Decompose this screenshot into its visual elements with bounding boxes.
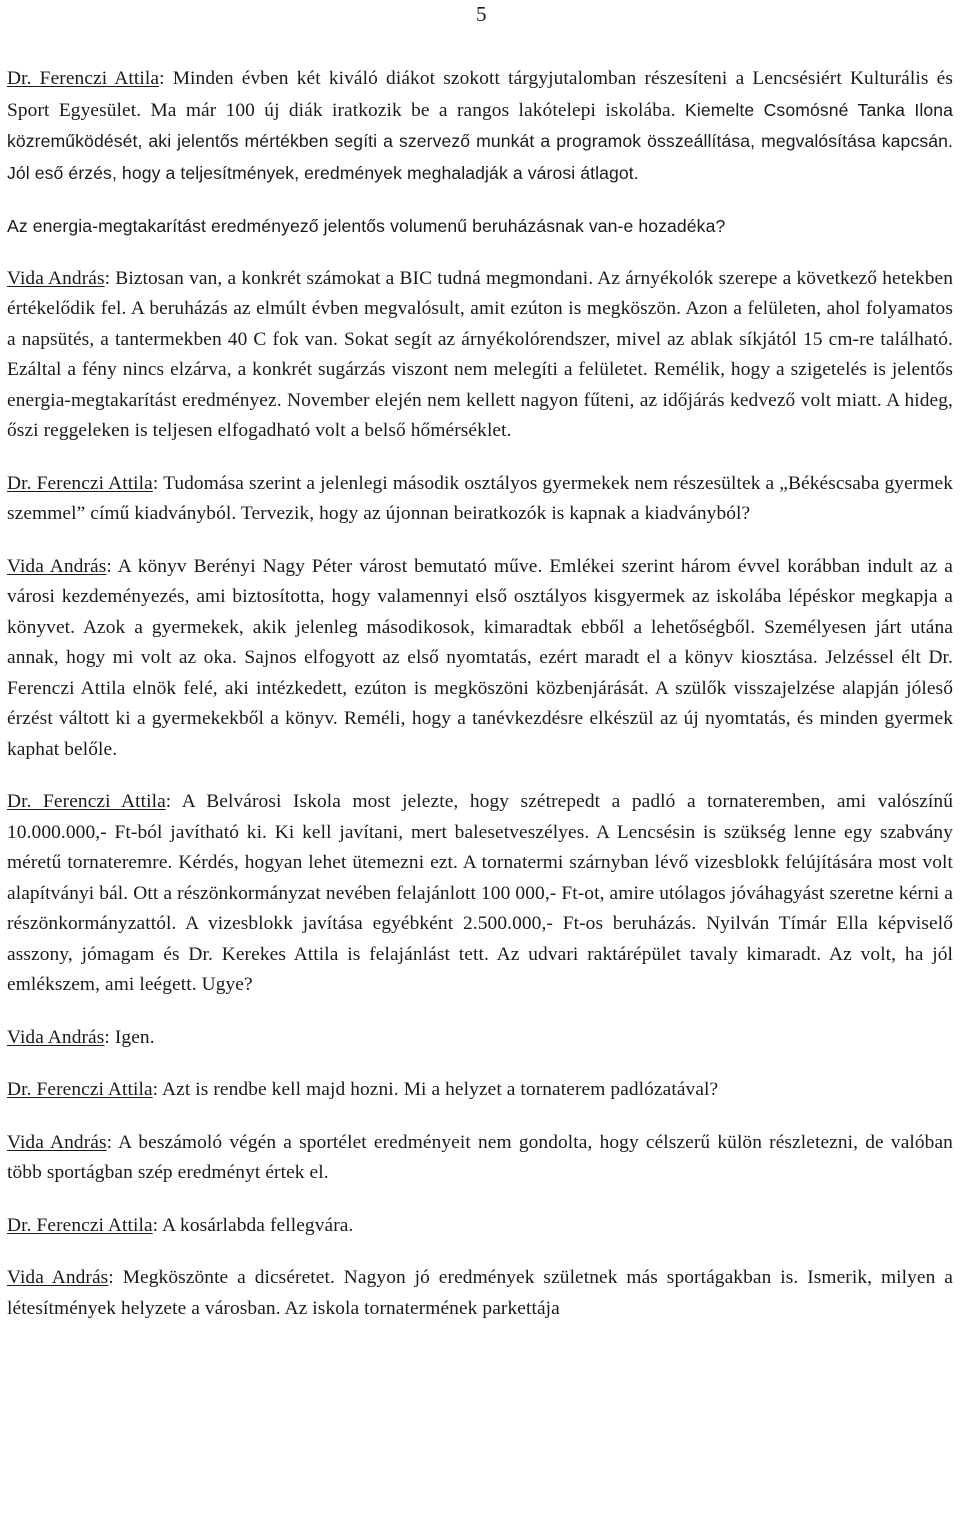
speaker-name: Vida András [7,1131,107,1153]
paragraph-3: Vida András: Biztosan van, a konkrét számokat a BIC tudná megmondani. Az árnyékolók szerepe a következő hetekben értékelődik fel. A beruházás az elmúlt évben megvalósult, amit ezúton is megköszön. Azon a felületen, ahol folyamatos a napsütés, a tantermekben 40 C fok van. Sokat segít az árnyékolórendszer, mivel az ablak síkjától 15 cm-re található. Ezáltal a fény nincs elzárva, a konkrét sugárzás viszont nem melegíti a felületet. Remélik, hogy a szigetelés is jelentős energia-megtakarítást eredményez. November elején nem kellett nagyon fűteni, az időjárás kedvező volt miatt. A hideg, őszi reggeleken is teljesen elfogadható volt a belső hőmérséklet. [7,267,953,441]
paragraph-5: Vida András: A könyv Berényi Nagy Péter várost bemutató műve. Emlékei szerint három évvel korábban indult az a városi kezdeményezés, ami biztosította, hogy valamennyi első osztályos kisgyermek az iskolába lépéskor megkapja a könyvet. Azok a gyermekek, akik jelenleg másodikosok, kimaradtak ebből a lehetőségből. Személyesen járt utána annak, hogy mi volt az oka. Sajnos elfogyott az első nyomtatás, ezért maradt el a könyv kiosztása. Jelzéssel élt Dr. Ferenczi Attila elnök felé, aki intézkedett, ezúton is megköszöni közbenjárását. A szülők visszajelzése alapján jóleső érzést váltott ki a gyermekekből a könyv. Reméli, hogy a tanévkezdésre elkészül az új nyomtatás, és minden gyermek kaphat belőle. [7,555,953,760]
paragraph-11: Vida András: Megköszönte a dicséretet. Nagyon jó eredmények születnek más sportágakban is. Ismerik, milyen a létesítmények helyzete a városban. Az iskola tornatermének parkettája [7,1267,953,1319]
paragraph-4: Dr. Ferenczi Attila: Tudomása szerint a jelenlegi második osztályos gyermekek nem részesültek a „Békéscsaba gyermek szemmel” című kiadványból. Tervezik, hogy az újonnan beiratkozók is kapnak a kiadványból? [7,472,954,524]
speaker-name: Dr. Ferenczi Attila [7,1214,153,1236]
paragraph-9: Vida András: A beszámoló végén a sportélet eredményeit nem gondolta, hogy célszerű külön részletezni, de valóban több sportágban szép eredményt értek el. [7,1131,953,1183]
paragraph-1: Dr. Ferenczi Attila: Minden évben két kiváló diákot szokott tárgyjutalomban részesíteni a Lencsésiért Kulturális és Sport Egyesület. Ma már 100 új diák iratkozik be a rangos lakótelepi iskolába. Kiemelte Csomósné Tanka Ilona közreműködését, aki jelentős mértékben segíti a szervező munkát a programok összeállítása, megvalósítása kapcsán. Jól eső érzés, hogy a teljesítmények, eredmények meghaladják a városi átlagot. [7,68,954,183]
speaker-name: Vida András [7,1026,105,1048]
paragraph-2 [7,211,953,242]
paragraph-text: A könyv Berényi Nagy Péter várost bemutató műve. Emlékei szerint három évvel korábban indult az a városi kezdeményezés, ami biztosította, hogy valamennyi első osztályos kisgyermek az iskolába lépéskor megkapja a könyvet. Azok a gyermekek, akik jelenleg másodikosok, kimaradtak ebből a lehetőségből. Személyesen járt utána annak, hogy mi volt az oka. Sajnos elfogyott az első nyomtatás, ezért maradt el a könyv kiosztása. Jelzéssel élt Dr. Ferenczi Attila elnök felé, aki intézkedett, ezúton is megköszöni közbenjárását. A szülők visszajelzése alapján jóleső érzést váltott ki a gyermekekből a könyv. Reméli, hogy a tanévkezdésre elkészül az új nyomtatás, és minden gyermek kaphat belőle. [7,555,953,760]
paragraph-8: Dr. Ferenczi Attila: Azt is rendbe kell majd hozni. Mi a helyzet a tornaterem padlózatával? [7,1079,719,1100]
paragraph-text: Megköszönte a dicséretet. Nagyon jó eredmények születnek más sportágakban is. Ismerik, milyen a létesítmények helyzete a városban. Az iskola tornatermének parkettája [7,1267,953,1319]
paragraph-text: Az energia-megtakarítást eredményező jelentős volumenű beruházásnak van-e hozadéka? [7,216,726,236]
paragraph-7: Vida András: Igen. [7,1026,155,1048]
document-body [7,64,953,1346]
speaker-name: Vida András [7,267,105,289]
speaker-name: Dr. Ferenczi Attila [7,1079,153,1100]
paragraph-text: Azt is rendbe kell majd hozni. Mi a helyzet a tornaterem padlózatával? [162,1079,719,1100]
paragraph-text: Igen. [114,1026,155,1048]
paragraph-text: Biztosan van, a konkrét számokat a BIC tudná megmondani. Az árnyékolók szerepe a következő hetekben értékelődik fel. A beruházás az elmúlt évben megvalósult, amit ezúton is megköszön. Azon a felületen, ahol folyamatos a napsütés, a tantermekben 40 C fok van. Sokat segít az árnyékolórendszer, mivel az ablak síkjától 15 cm-re található. Ezáltal a fény nincs elzárva, a konkrét sugárzás viszont nem melegíti a felületet. Remélik, hogy a szigetelés is jelentős energia-megtakarítást eredményez. November elején nem kellett nagyon fűteni, az időjárás kedvező volt miatt. A hideg, őszi reggeleken is teljesen elfogadható volt a belső hőmérséklet. [7,267,953,441]
paragraph-text-sans: Kiemelte Csomósné Tanka Ilona közreműködését, aki jelentős mértékben segíti a szervező munkát a programok összeállítása, megvalósítása kapcsán. Jól eső érzés, hogy a teljesítmények, eredmények meghaladják a városi átlagot. [7,99,954,183]
speaker-name: Dr. Ferenczi Attila [7,791,166,812]
speaker-name: Vida András [7,555,107,577]
paragraph-text: Tudomása szerint a jelenlegi második osztályos gyermekek nem részesültek a „Békéscsaba gyermek szemmel” című kiadványból. Tervezik, hogy az újonnan beiratkozók is kapnak a kiadványból? [7,472,954,524]
speaker-name: Vida András [7,1267,109,1288]
paragraph-text: A beszámoló végén a sportélet eredményeit nem gondolta, hogy célszerű külön részletezni, de valóban több sportágban szép eredményt értek el. [7,1131,953,1183]
page-number: 5 [476,2,487,26]
paragraph-text: Minden évben két kiváló diákot szokott tárgyjutalomban részesíteni a Lencsésiért Kulturális és Sport Egyesület. Ma már 100 új diák iratkozik be a rangos lakótelepi iskolába. [7,68,953,121]
paragraph-10: Dr. Ferenczi Attila: A kosárlabda fellegvára. [7,1214,354,1236]
speaker-name: Dr. Ferenczi Attila [7,472,153,494]
paragraph-text: A kosárlabda fellegvára. [162,1214,354,1236]
paragraph-text: A Belvárosi Iskola most jelezte, hogy szétrepedt a padló a tornateremben, ami valószínű 10.000.000,- Ft-ból javítható ki. Ki kell javítani, mert balesetveszélyes. A Lencsésin is szükség lenne egy szabvány méretű tornateremre. Kérdés, hogyan lehet ütemezni ezt. A tornatermi szárnyban lévő vizesblokk felújítására most volt alapítványi bál. Ott a részönkormányzat nevében felajánlott 100 000,- Ft-ot, amire utólagos jóváhagyást szeretne kérni a részönkormányzattól. A vizesblokk javítása egyébként 2.500.000,- Ft-os beruházás. Nyilván Tímár Ella képviselő asszony, jómagam és Dr. Kerekes Attila is felajánlást tett. Az udvari raktárépület tavaly kimaradt. Az volt, ha jól emlékszem, ami leégett. Ugye? [7,791,953,995]
paragraph-6: Dr. Ferenczi Attila: A Belvárosi Iskola most jelezte, hogy szétrepedt a padló a tornateremben, ami valószínű 10.000.000,- Ft-ból javítható ki. Ki kell javítani, mert balesetveszélyes. A Lencsésin is szükség lenne egy szabvány méretű tornateremre. Kérdés, hogyan lehet ütemezni ezt. A tornatermi szárnyban lévő vizesblokk felújítására most volt alapítványi bál. Ott a részönkormányzat nevében felajánlott 100 000,- Ft-ot, amire utólagos jóváhagyást szeretne kérni a részönkormányzattól. A vizesblokk javítása egyébként 2.500.000,- Ft-os beruházás. Nyilván Tímár Ella képviselő asszony, jómagam és Dr. Kerekes Attila is felajánlást tett. Az udvari raktárépület tavaly kimaradt. Az volt, ha jól emlékszem, ami leégett. Ugye? [7,791,953,995]
speaker-name: Dr. Ferenczi Attila [7,68,160,89]
